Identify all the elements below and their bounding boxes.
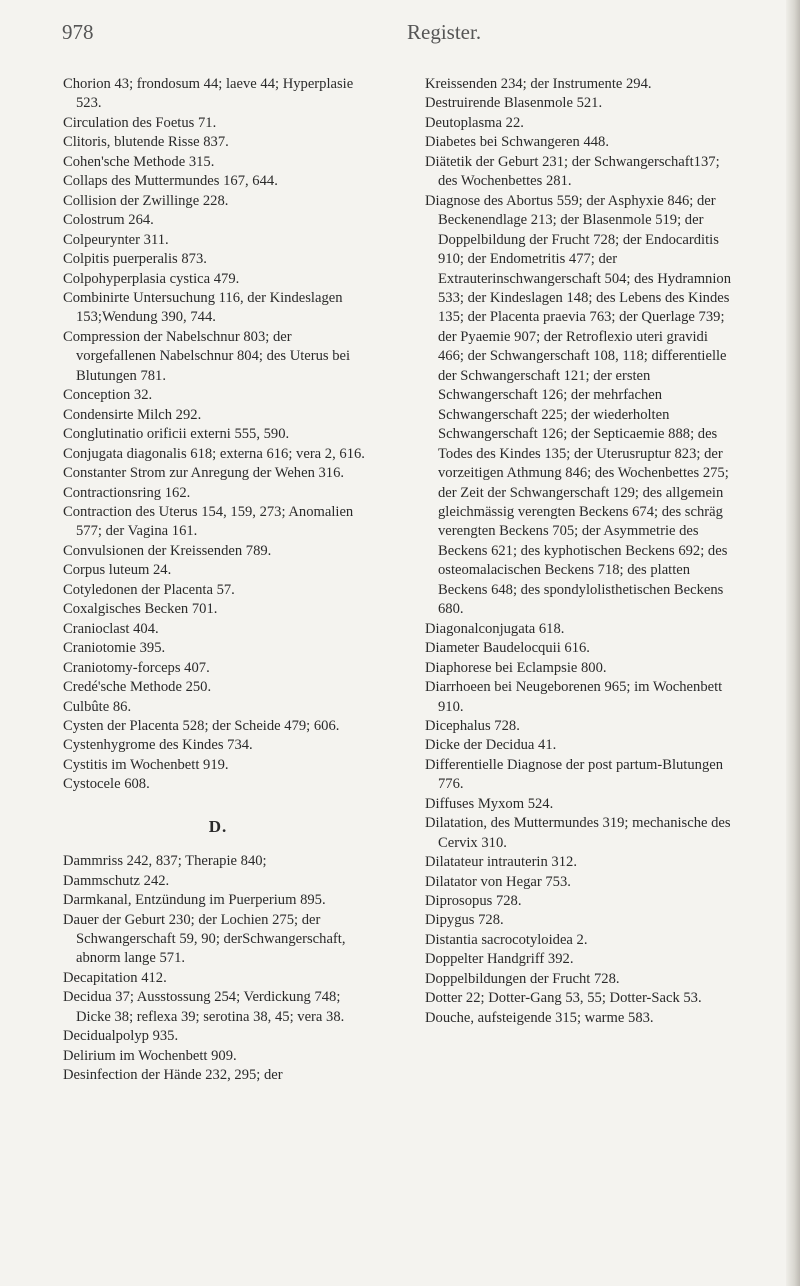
index-entry: Contraction des Uterus 154, 159, 273; Anomalien 577; der Vagina 161. bbox=[63, 503, 354, 540]
index-entry: Dilatator von Hegar 753. bbox=[425, 873, 571, 890]
index-entry: Dilatation, des Muttermundes 319; mechanische des Cervix 310. bbox=[425, 815, 731, 851]
page-edge bbox=[786, 0, 800, 1286]
index-entry: Convulsionen der Kreissenden 789. bbox=[63, 542, 272, 559]
index-entry: Doppelter Handgriff 392. bbox=[425, 951, 574, 968]
index-entry: Condensirte Milch 292. bbox=[63, 406, 202, 423]
index-entry: Colpitis puerperalis 873. bbox=[63, 251, 207, 268]
index-entry: Dammriss 242, 837; Therapie 840; bbox=[63, 853, 267, 870]
running-title: Register. bbox=[407, 20, 482, 44]
index-entry: Diaphorese bei Eclampsie 800. bbox=[425, 659, 607, 676]
page-number: 978 bbox=[62, 20, 94, 44]
index-entry: Doppelbildungen der Frucht 728. bbox=[425, 970, 620, 987]
index-entry: Combinirte Untersuchung 116, der Kindeslagen 153;Wendung 390, 744. bbox=[63, 289, 343, 326]
index-entry: Colpohyperplasia cystica 479. bbox=[63, 270, 240, 287]
index-entry: Darmkanal, Entzündung im Puerperium 895. bbox=[63, 892, 326, 909]
index-entry: Craniotomie 395. bbox=[63, 640, 166, 657]
index-entry: Cystitis im Wochenbett 919. bbox=[63, 756, 229, 773]
entries-c bbox=[63, 75, 373, 795]
section-heading-d: D. bbox=[208, 816, 228, 836]
entries-d bbox=[63, 852, 373, 1085]
right-column bbox=[425, 75, 735, 1028]
index-entry: Cystenhygrome des Kindes 734. bbox=[63, 737, 253, 754]
index-entry: Desinfection der Hände 232, 295; der bbox=[63, 1067, 283, 1084]
index-entry: Colostrum 264. bbox=[63, 212, 154, 229]
index-entry: Diarrhoeen bei Neugeborenen 965; im Wochenbett 910. bbox=[425, 679, 723, 715]
index-entry: Dicephalus 728. bbox=[425, 717, 520, 734]
index-entry: Credé'sche Methode 250. bbox=[63, 679, 212, 696]
index-entry: Diffuses Myxom 524. bbox=[425, 795, 554, 812]
index-entry: Diagonalconjugata 618. bbox=[425, 620, 565, 637]
index-entry: Diprosopus 728. bbox=[425, 893, 522, 910]
index-entry: Chorion 43; frondosum 44; laeve 44; Hyperplasie 523. bbox=[63, 76, 354, 112]
index-entry: Deutoplasma 22. bbox=[425, 114, 524, 131]
index-entry: Dauer der Geburt 230; der Lochien 275; der Schwangerschaft 59, 90; derSchwangerschaft, abnorm lange 571. bbox=[63, 911, 346, 967]
page-header bbox=[62, 18, 622, 46]
index-entry: Compression der Nabelschnur 803; der vorgefallenen Nabelschnur 804; des Uterus bei Blutungen 781. bbox=[63, 328, 351, 384]
index-entry: Corpus luteum 24. bbox=[63, 562, 172, 579]
left-column bbox=[63, 75, 373, 1086]
index-entry: Contractionsring 162. bbox=[63, 484, 191, 501]
index-entry: Dilatateur intrauterin 312. bbox=[425, 854, 577, 871]
index-entry: Cohen'sche Methode 315. bbox=[63, 153, 215, 170]
index-entry: Craniotomy-forceps 407. bbox=[63, 659, 210, 676]
entries-right bbox=[425, 75, 735, 1028]
index-entry: Cranioclast 404. bbox=[63, 620, 159, 637]
index-entry: Conception 32. bbox=[63, 387, 153, 404]
index-entry: Constanter Strom zur Anregung der Wehen 316. bbox=[63, 465, 345, 482]
index-entry: Culbûte 86. bbox=[63, 698, 132, 715]
index-entry: Coxalgisches Becken 701. bbox=[63, 601, 218, 618]
index-entry: Douche, aufsteigende 315; warme 583. bbox=[425, 1009, 654, 1026]
index-entry: Decidua 37; Ausstossung 254; Verdickung 748; Dicke 38; reflexa 39; serotina 38, 45; vera 38. bbox=[63, 989, 345, 1025]
index-entry: Conglutinatio orificii externi 555, 590. bbox=[63, 426, 290, 443]
index-entry: Circulation des Foetus 71. bbox=[63, 114, 217, 131]
index-entry: Cotyledonen der Placenta 57. bbox=[63, 581, 235, 598]
index-entry: Colpeurynter 311. bbox=[63, 231, 169, 248]
index-entry: Decapitation 412. bbox=[63, 969, 167, 986]
index-entry: Clitoris, blutende Risse 837. bbox=[63, 134, 229, 151]
index-entry: Decidualpolyp 935. bbox=[63, 1028, 179, 1045]
index-entry: Diagnose des Abortus 559; der Asphyxie 846; der Beckenendlage 213; der Blasenmole 519; der Doppelbildung der Frucht 728; der Endocarditis 910; der Endometritis 477; der Extrauterinschwangerschaft 504; des Hydramnion 533; der Kindeslagen 148; des Lebens des Kindes 135; der Placenta praevia 763; der Querlage 739; der Pyaemie 907; der Retroflexio uteri gravidi 466; der Schwangerschaft 108, 118; differentielle der Schwangerschaft 121; der ersten Schwangerschaft 126; der mehrfachen Schwangerschaft 225; der wiederholten Schwangerschaft 126; der Septicaemie 888; des Todes des Kindes 135; der Uterusruptur 823; der vorzeitigen Athmung 846; des Wochenbettes 275; der Zeit der Schwangerschaft 129; des allgemein gleichmässig verengten Beckens 674; des schräg verengten Beckens 705; der Asymmetrie des Beckens 621; des kyphotischen Beckens 692; des osteomalacischen Beckens 718; des platten Beckens 648; des spondylolisthetischen Beckens 680. bbox=[425, 192, 732, 618]
index-entry: Delirium im Wochenbett 909. bbox=[63, 1047, 237, 1064]
index-entry: Destruirende Blasenmole 521. bbox=[425, 95, 603, 112]
index-entry: Cysten der Placenta 528; der Scheide 479; 606. bbox=[63, 717, 340, 734]
index-entry: Conjugata diagonalis 618; externa 616; vera 2, 616. bbox=[63, 445, 365, 462]
index-entry: Differentielle Diagnose der post partum-Blutungen 776. bbox=[425, 756, 724, 793]
index-entry: Dipygus 728. bbox=[425, 912, 504, 929]
index-entry: Diabetes bei Schwangeren 448. bbox=[425, 134, 609, 151]
index-entry: Dicke der Decidua 41. bbox=[425, 737, 557, 754]
index-entry: Diameter Baudelocquii 616. bbox=[425, 640, 590, 657]
index-entry: Cystocele 608. bbox=[63, 776, 150, 793]
index-entry: Kreissenden 234; der Instrumente 294. bbox=[425, 76, 652, 92]
index-entry: Distantia sacrocotyloidea 2. bbox=[425, 931, 588, 948]
index-entry: Collaps des Muttermundes 167, 644. bbox=[63, 173, 278, 190]
index-entry: Collision der Zwillinge 228. bbox=[63, 192, 229, 209]
index-entry: Dotter 22; Dotter-Gang 53, 55; Dotter-Sack 53. bbox=[425, 990, 702, 1007]
index-entry: Diätetik der Geburt 231; der Schwangerschaft137; des Wochenbettes 281. bbox=[425, 153, 720, 190]
index-entry: Dammschutz 242. bbox=[63, 872, 170, 889]
